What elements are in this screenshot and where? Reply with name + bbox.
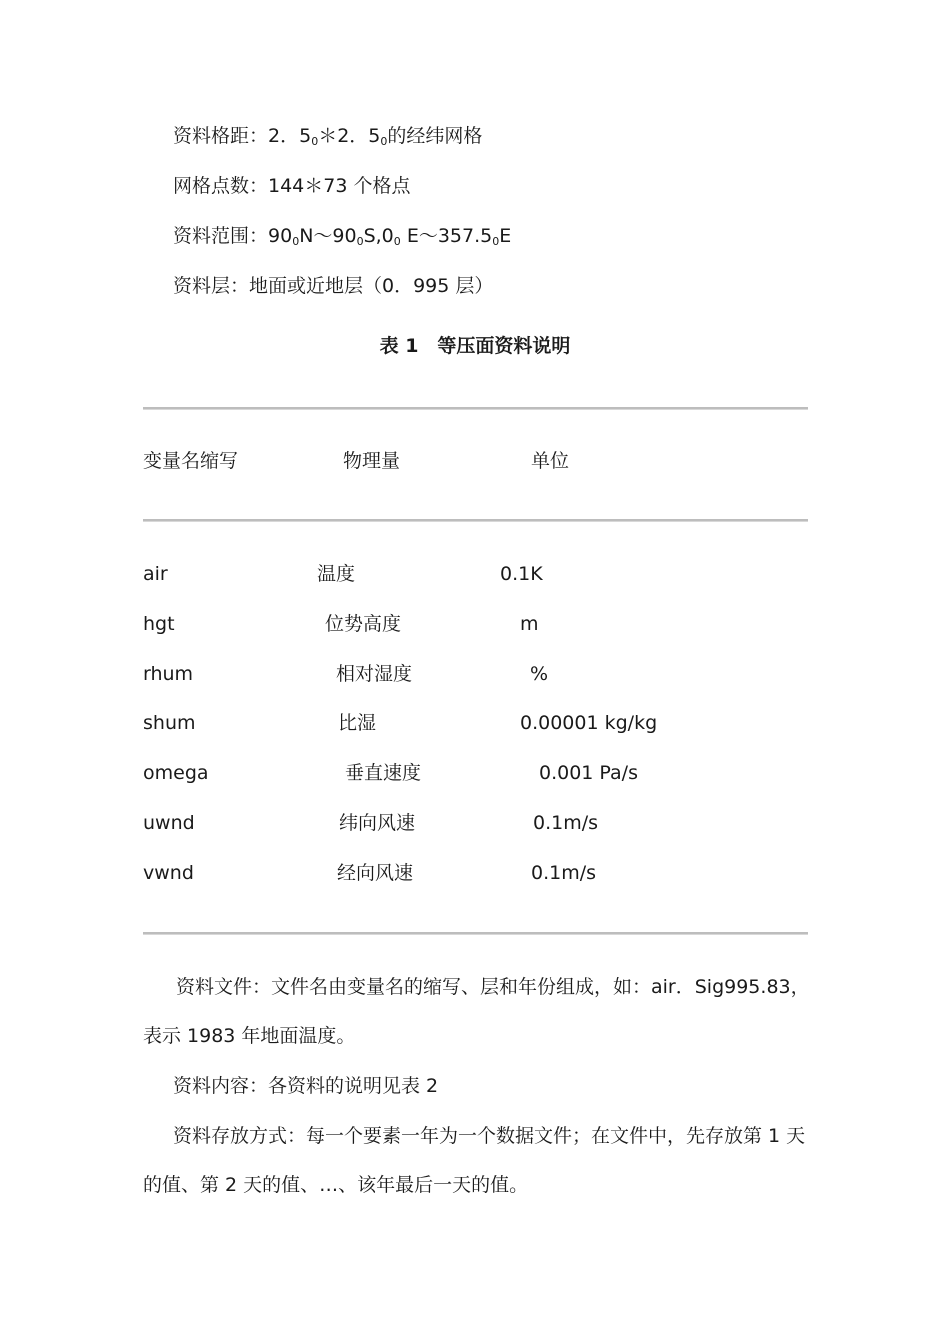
row-quantity: 温度 <box>317 563 356 585</box>
header-quantity: 物理量 <box>343 450 401 472</box>
storage-line-2: 的值、第 2 天的值、…、该年最后一天的值。 <box>143 1174 529 1196</box>
grid-points-line: 网格点数：144＊73 个格点 <box>173 175 411 197</box>
table-bottom-rule <box>143 932 808 935</box>
subscript: 0 <box>393 235 401 248</box>
subscript: 0 <box>380 135 388 148</box>
row-unit: 0.1m/s <box>533 812 599 834</box>
row-abbr: omega <box>143 762 209 784</box>
row-quantity: 相对湿度 <box>336 663 413 685</box>
row-abbr: vwnd <box>143 862 194 884</box>
row-abbr: hgt <box>143 613 175 635</box>
row-unit: 0.001 Pa/s <box>539 762 638 784</box>
content-line: 资料内容：各资料的说明见表 2 <box>173 1075 439 1097</box>
grid-spacing-label: 资料格距：2．5 <box>173 125 312 147</box>
grid-spacing-mid: ＊2．5 <box>318 125 381 147</box>
grid-spacing-tail: 的经纬网格 <box>387 125 483 147</box>
grid-spacing-line <box>173 124 482 154</box>
row-abbr: shum <box>143 712 196 734</box>
header-abbr: 变量名缩写 <box>143 450 239 472</box>
range-line <box>173 224 511 254</box>
storage-line-1: 资料存放方式：每一个要素一年为一个数据文件；在文件中，先存放第 1 天 <box>173 1125 806 1147</box>
row-quantity: 垂直速度 <box>345 762 422 784</box>
row-unit: 0.1m/s <box>531 862 597 884</box>
file-desc-line-1: 资料文件：文件名由变量名的缩写、层和年份组成，如：air．Sig995.83， <box>176 976 810 998</box>
row-unit: 0.1K <box>500 563 543 585</box>
row-unit: % <box>530 663 549 685</box>
row-quantity: 位势高度 <box>325 613 402 635</box>
range-part: S,0 <box>363 225 394 247</box>
subscript: 0 <box>292 235 300 248</box>
table-header-rule <box>143 519 808 522</box>
range-label: 资料范围：90 <box>173 225 293 247</box>
layer-line: 资料层：地面或近地层（0．995 层） <box>173 275 494 297</box>
subscript: 0 <box>492 235 500 248</box>
row-quantity: 纬向风速 <box>339 812 416 834</box>
header-unit: 单位 <box>531 450 570 472</box>
row-abbr: uwnd <box>143 812 195 834</box>
row-unit: m <box>520 613 539 635</box>
row-quantity: 比湿 <box>338 712 377 734</box>
row-abbr: rhum <box>143 663 194 685</box>
subscript: 0 <box>356 235 364 248</box>
row-unit: 0.00001 kg/kg <box>520 712 658 734</box>
table-caption: 表 1 等压面资料说明 <box>379 335 571 357</box>
range-part: E <box>499 225 512 247</box>
subscript: 0 <box>311 135 319 148</box>
range-part: N～90 <box>299 225 357 247</box>
table-top-rule <box>143 407 808 410</box>
range-part: E～357.5 <box>400 225 493 247</box>
row-quantity: 经向风速 <box>337 862 414 884</box>
file-desc-line-2: 表示 1983 年地面温度。 <box>143 1025 356 1047</box>
row-abbr: air <box>143 563 168 585</box>
